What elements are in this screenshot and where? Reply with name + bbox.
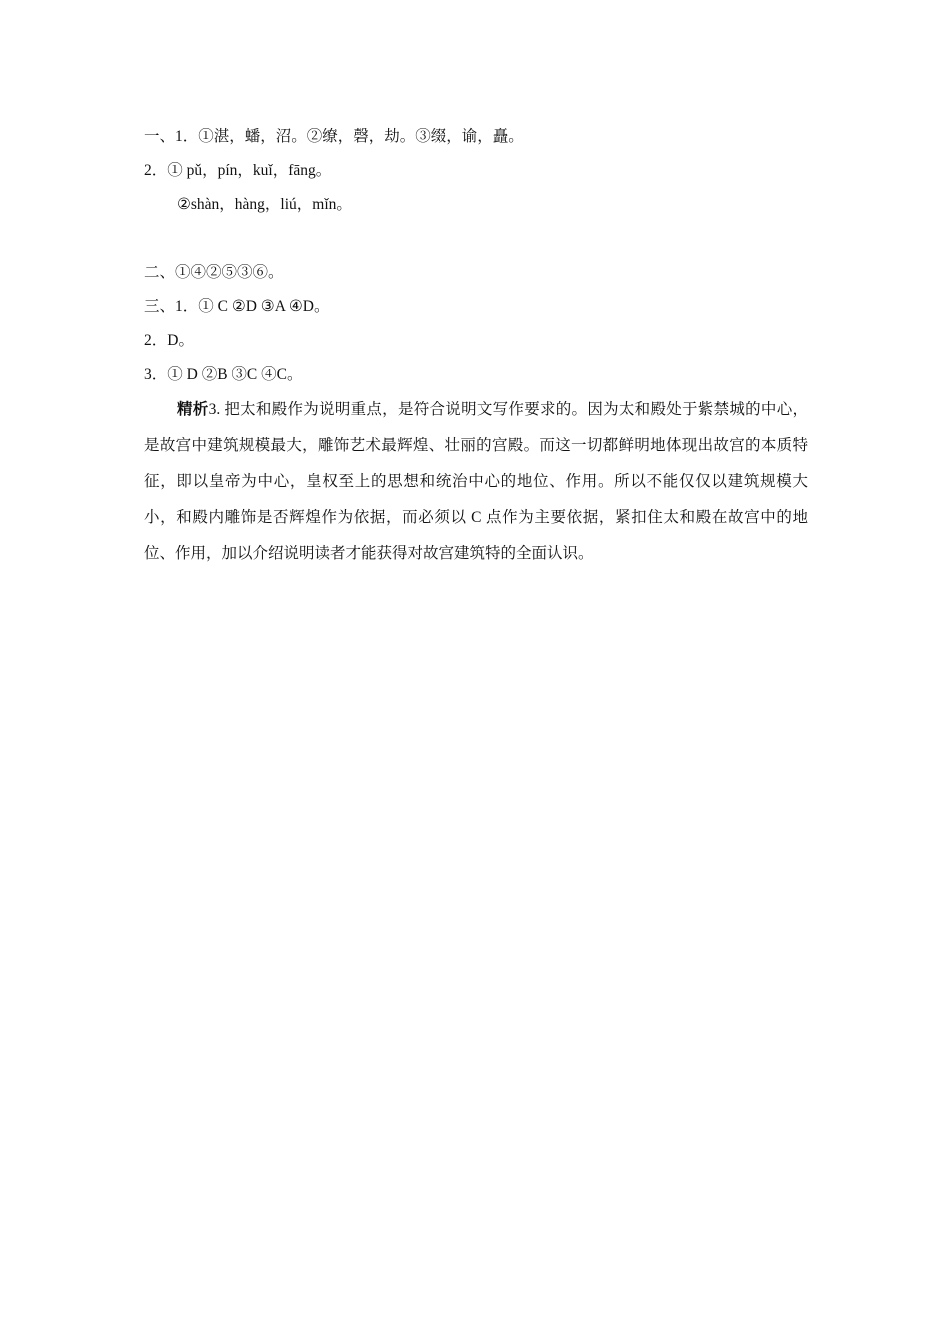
answer-line-3-1: 三、1．① C ②D ③A ④D。	[144, 298, 330, 315]
answer-line-2: 二、①④②⑤③⑥。	[144, 264, 284, 281]
analysis-label: 精析	[177, 400, 209, 418]
answer-line-1-2b: ②shàn，hàng，liú，mǐn。	[177, 196, 352, 213]
answer-key	[144, 124, 808, 572]
answer-line-3-3: 3．① D ②B ③C ④C。	[144, 366, 303, 383]
answer-line-3-2: 2．D。	[144, 332, 194, 349]
spacer	[144, 226, 808, 260]
answer-line-1-2a: 2．① pǔ，pín，kuǐ，fāng。	[144, 162, 332, 179]
answer-line-1-1: 一、1．①湛，蟠，沼。②缭，磬，劫。③缀，谕，矗。	[144, 128, 524, 145]
analysis-paragraph	[144, 391, 808, 572]
analysis-text: 3. 把太和殿作为说明重点，是符合说明文写作要求的。因为太和殿处于紫禁城的中心，是故宫中建筑规模最大，雕饰艺术最辉煌、壮丽的宫殿。而这一切都鲜明地体现出故宫的本质特征，即以皇帝为中心，皇权至上的思想和统治中心的地位、作用。所以不能仅仅以建筑规模大小，和殿内雕饰是否辉煌作为依据，而必须以 C 点作为主要依据，紧扣住太和殿在故宫中的地位、作用，加以介绍说明读者才能获得对故宫建筑特的全面认识。	[144, 401, 808, 562]
